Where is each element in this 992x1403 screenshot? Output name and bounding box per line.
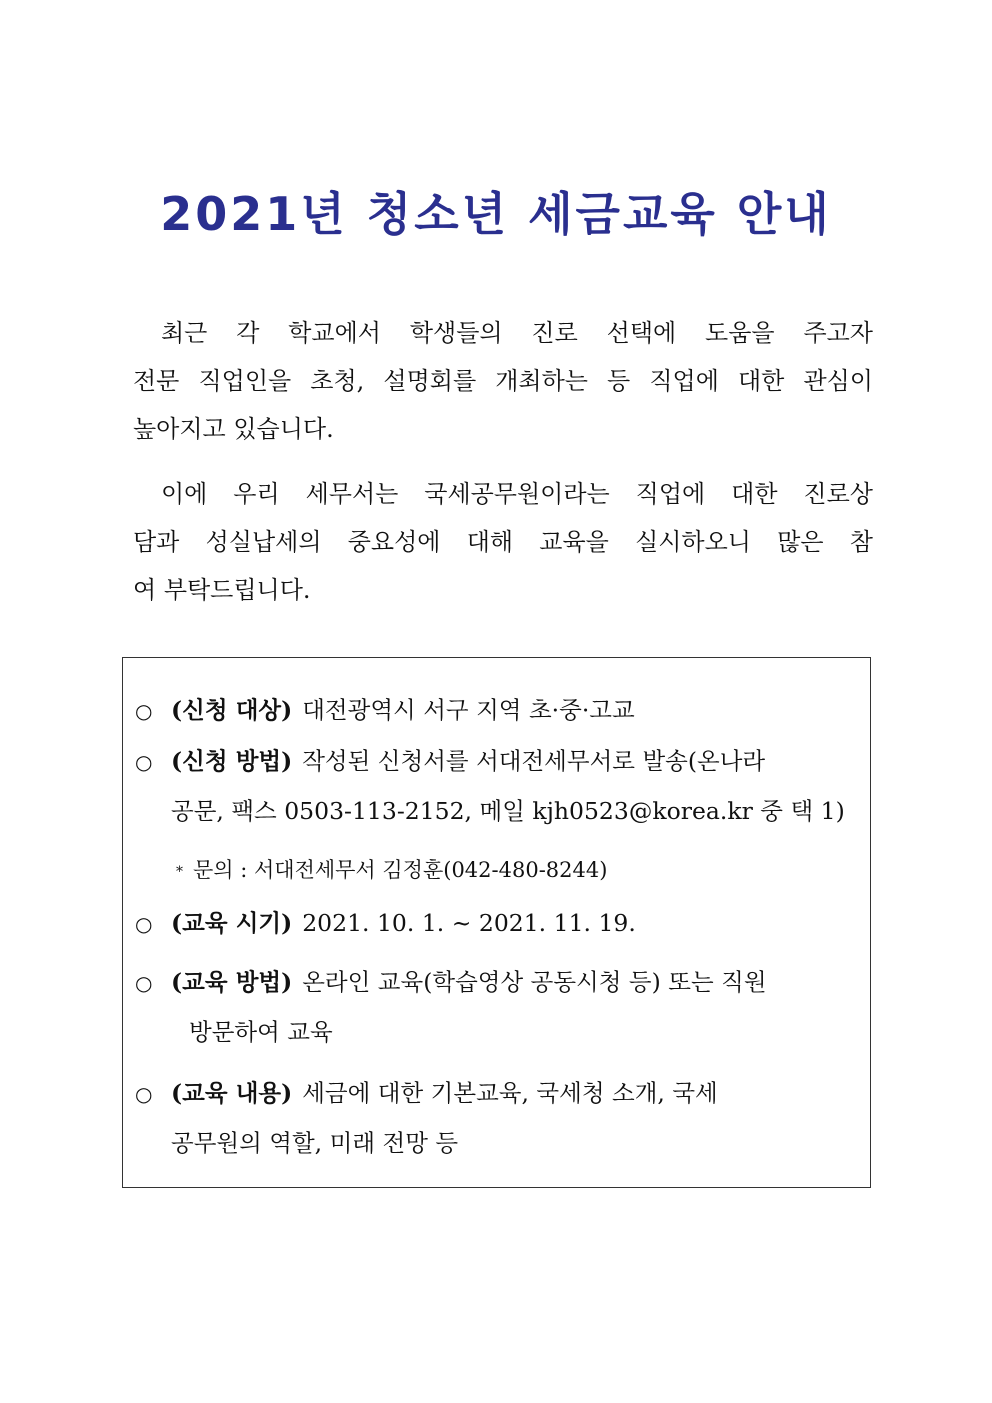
detail-value: 온라인 교육(학습영상 공동시청 등) 또는 직원 bbox=[302, 968, 767, 996]
circle-bullet-icon: ○ bbox=[135, 971, 153, 995]
circle-bullet-icon: ○ bbox=[135, 750, 153, 774]
detail-content bbox=[135, 1074, 861, 1174]
paragraph-line: 높아지고 있습니다. bbox=[133, 415, 334, 443]
paragraph-line: 여 부탁드립니다. bbox=[133, 576, 311, 604]
detail-value: 2021. 10. 1. ~ 2021. 11. 19. bbox=[302, 909, 636, 937]
detail-value-continued: 공문, 팩스 0503-113-2152, 메일 kjh0523@korea.kr 중 택 1) bbox=[171, 797, 845, 825]
detail-edu-method bbox=[135, 963, 861, 1063]
detail-method bbox=[135, 742, 861, 842]
detail-value-continued: 공무원의 역할, 미래 전망 등 bbox=[171, 1129, 459, 1157]
intro-paragraph-1 bbox=[133, 309, 873, 453]
circle-bullet-icon: ○ bbox=[135, 699, 153, 723]
paragraph-line: 전문 직업인을 초청, 설명회를 개최하는 등 직업에 대한 관심이 bbox=[133, 367, 873, 395]
asterisk-icon: * bbox=[176, 863, 183, 880]
detail-label: (교육 내용) bbox=[171, 1079, 293, 1107]
detail-value: 작성된 신청서를 서대전세무서로 발송(온나라 bbox=[302, 747, 766, 775]
detail-period bbox=[135, 904, 861, 954]
paragraph-line: 담과 성실납세의 중요성에 대해 교육을 실시하오니 많은 참 bbox=[133, 528, 873, 556]
contact-note bbox=[176, 854, 607, 884]
detail-label: (신청 방법) bbox=[171, 747, 293, 775]
detail-label: (신청 대상) bbox=[171, 696, 293, 724]
detail-value-continued: 방문하여 교육 bbox=[189, 1018, 333, 1046]
page-title: 2021년 청소년 세금교육 안내 bbox=[160, 187, 832, 241]
details-box bbox=[122, 657, 871, 1188]
detail-value: 세금에 대한 기본교육, 국세청 소개, 국세 bbox=[302, 1079, 718, 1107]
detail-target bbox=[135, 691, 861, 741]
paragraph-line: 최근 각 학교에서 학생들의 진로 선택에 도움을 주고자 bbox=[161, 319, 873, 347]
intro-paragraph-2 bbox=[133, 470, 873, 614]
contact-text: 문의 : 서대전세무서 김정훈(042-480-8244) bbox=[193, 858, 608, 882]
circle-bullet-icon: ○ bbox=[135, 1082, 153, 1106]
detail-label: (교육 시기) bbox=[171, 909, 293, 937]
circle-bullet-icon: ○ bbox=[135, 912, 153, 936]
detail-value: 대전광역시 서구 지역 초·중·고교 bbox=[302, 696, 635, 724]
detail-label: (교육 방법) bbox=[171, 968, 293, 996]
paragraph-line: 이에 우리 세무서는 국세공무원이라는 직업에 대한 진로상 bbox=[161, 480, 873, 508]
